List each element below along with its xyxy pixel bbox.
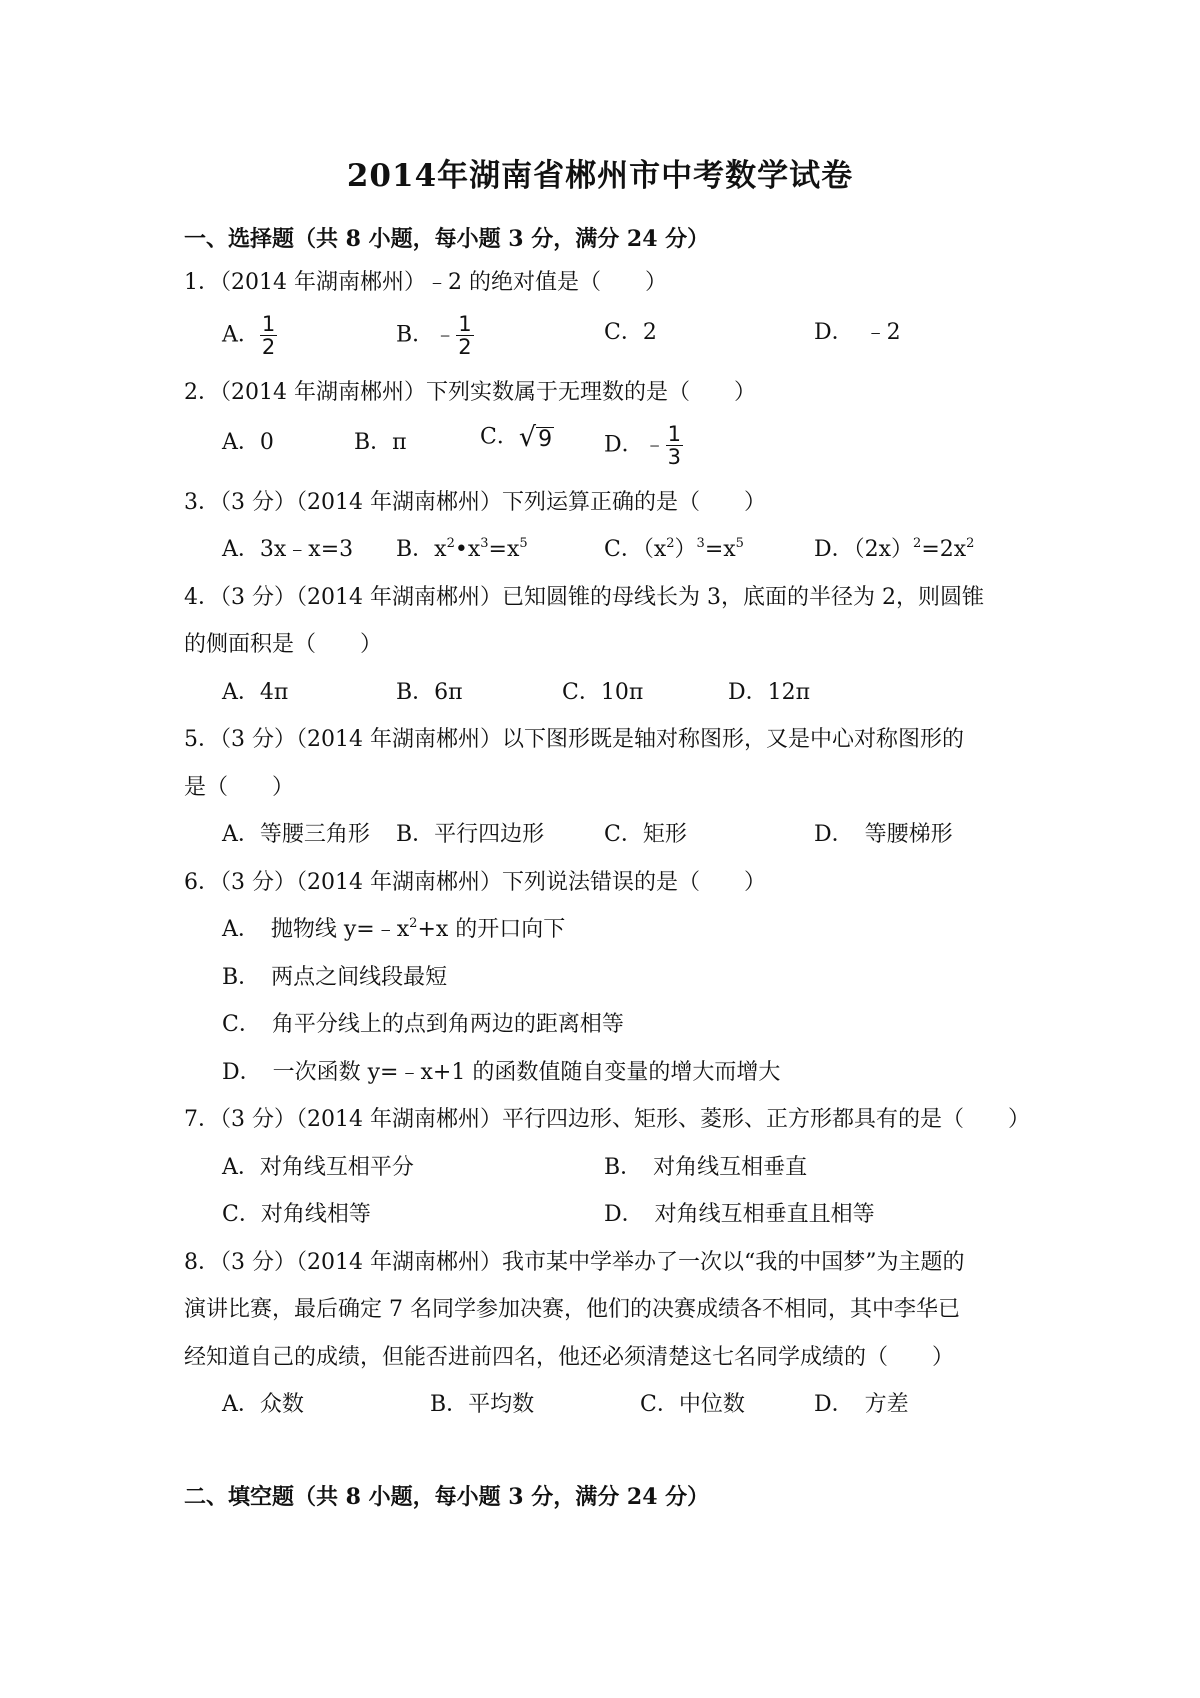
exponent: 3 [480,536,489,551]
question-4-stem-line-2: 的侧面积是（ ） [184,632,383,657]
exponent: 5 [519,536,528,551]
question-3-option-a: A．3x﹣x=3 [222,537,354,562]
exponent: 2 [446,536,455,551]
question-4-option-d: D．12π [728,680,811,705]
question-4-option-a: A．4π [222,680,289,705]
question-8-option-b: B．平均数 [430,1392,535,1417]
fraction-denominator: 2 [458,335,472,360]
radicand: 9 [538,426,553,452]
question-4-option-b: B．6π [396,680,463,705]
option-label: C． [480,424,519,450]
fraction-numerator: 1 [458,312,472,336]
question-2-option-b: B．π [354,430,407,455]
expression-part: •x [454,537,481,562]
fraction-denominator: 3 [667,445,682,470]
question-8-option-c: C．中位数 [640,1392,745,1417]
question-2-option-a: A．0 [222,430,274,455]
question-1-option-b [396,313,474,358]
question-5-option-c: C．矩形 [604,822,687,847]
exponent: 2 [409,916,418,931]
fraction-denominator: 2 [261,335,276,360]
question-6-option-d: D． 一次函数 y=﹣x+1 的函数值随自变量的增大而增大 [222,1060,781,1085]
expression-part: D．（2x） [814,537,914,562]
expression-part: C．（x [604,537,667,562]
fraction [456,313,473,358]
question-6-option-c: C． 角平分线上的点到角两边的距离相等 [222,1012,624,1037]
question-5-stem-line-1: 5．（3 分）（2014 年湖南郴州）以下图形既是轴对称图形，又是中心对称图形的 [184,727,964,752]
square-root [519,424,554,451]
exponent: 3 [696,536,705,551]
fraction-numerator: 1 [667,422,682,446]
question-1-stem: 1．（2014 年湖南郴州）﹣2 的绝对值是（ ） [184,270,667,295]
question-2-stem: 2．（2014 年湖南郴州）下列实数属于无理数的是（ ） [184,380,756,405]
radical-sign: √ [518,422,537,453]
question-3-option-d [814,537,974,563]
question-4-stem-line-1: 4．（3 分）（2014 年湖南郴州）已知圆锥的母线长为 3，底面的半径为 2，则圆锥 [184,585,984,610]
expression-part: A． 抛物线 y=﹣x [222,917,410,942]
question-7-option-c: C．对角线相等 [222,1202,371,1227]
question-6-option-a [222,917,565,943]
question-8-stem-line-2: 演讲比赛，最后确定 7 名同学参加决赛，他们的决赛成绩各不相同，其中李华已 [184,1297,960,1322]
question-5-option-d: D． 等腰梯形 [814,822,953,847]
question-6-option-b: B． 两点之间线段最短 [222,965,448,990]
question-3-option-b [396,537,528,563]
option-label: B． [396,322,435,348]
question-3-stem: 3．（3 分）（2014 年湖南郴州）下列运算正确的是（ ） [184,490,766,515]
fraction [260,313,277,358]
fraction-numerator: 1 [261,312,276,336]
expression-part: B．x [396,537,447,562]
question-8-option-d: D． 方差 [814,1392,909,1417]
question-7-option-a: A．对角线互相平分 [222,1155,414,1180]
question-7-option-b: B． 对角线互相垂直 [604,1155,808,1180]
expression-part: =2x [921,537,967,562]
expression-part: =x [704,537,736,562]
expression-part: ） [674,537,697,562]
expression-part: +x 的开口向下 [417,917,566,942]
option-label: D． [604,432,644,458]
question-4-option-c: C．10π [562,680,644,705]
exponent: 2 [966,536,975,551]
question-1-option-c: C．2 [604,320,657,345]
question-8-stem-line-3: 经知道自己的成绩，但能否进前四名，他还必须清楚这七名同学成绩的（ ） [184,1345,955,1370]
question-1-option-a [222,313,277,358]
option-label: A． [222,322,260,348]
exponent: 2 [666,536,675,551]
question-8-stem-line-1: 8．（3 分）（2014 年湖南郴州）我市某中学举办了一次以“我的中国梦”为主题的 [184,1250,965,1275]
question-5-option-b: B．平行四边形 [396,822,545,847]
section-heading-fill-blank: 二、填空题（共 8 小题，每小题 3 分，满分 24 分） [184,1484,710,1510]
expression-part: =x [488,537,520,562]
question-7-option-d: D． 对角线互相垂直且相等 [604,1202,875,1227]
question-6-stem: 6．（3 分）（2014 年湖南郴州）下列说法错误的是（ ） [184,870,766,895]
question-5-stem-line-2: 是（ ） [184,775,295,800]
minus-sign: ﹣ [434,322,457,348]
exponent: 5 [735,536,744,551]
question-8-option-a: A．众数 [222,1392,304,1417]
question-1-option-d: D． ﹣2 [814,320,901,345]
question-5-option-a: A．等腰三角形 [222,822,370,847]
exponent: 2 [913,536,922,551]
section-heading-choice: 一、选择题（共 8 小题，每小题 3 分，满分 24 分） [184,226,710,252]
question-2-option-d [604,423,683,468]
question-2-option-c [480,424,554,451]
fraction [666,423,683,468]
page-title: 2014年湖南省郴州市中考数学试卷 [346,158,854,194]
question-3-option-c [604,537,744,563]
minus-sign: ﹣ [643,432,666,458]
question-7-stem: 7．（3 分）（2014 年湖南郴州）平行四边形、矩形、菱形、正方形都具有的是（ ） [184,1107,1030,1132]
